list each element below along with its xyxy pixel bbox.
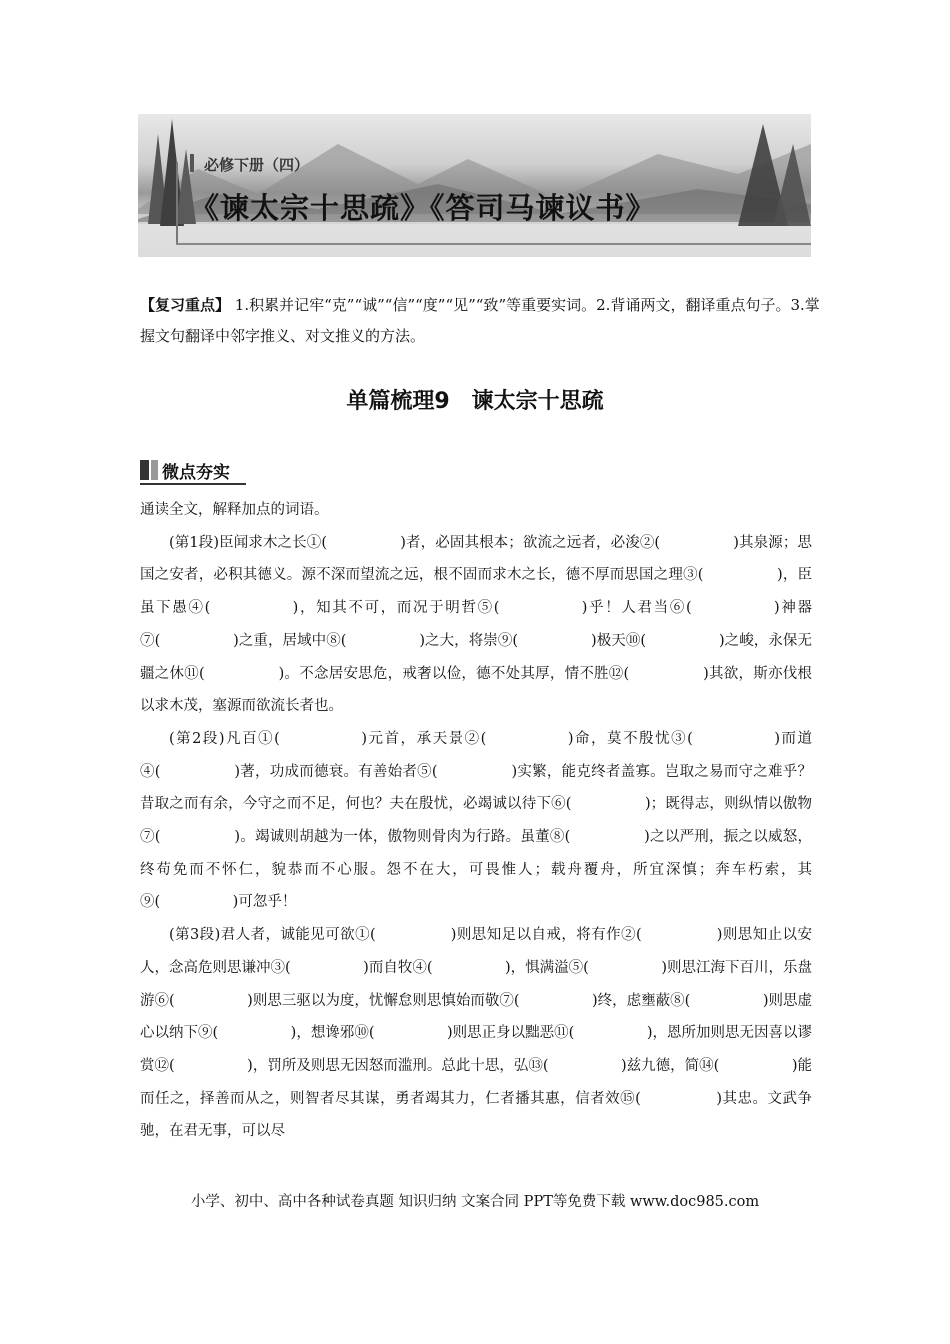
kicker-marker (190, 154, 194, 172)
paragraph-3: (第3段)君人者，诚能见可欲①( )则思知足以自戒，将有作②( )则思知止以安人，念高危则思谦冲③( )而自牧④( )，惧满溢⑤( )则思江海下百川，乐盘游⑥( )则思三驱以为度，忧懈怠则思慎始而敬⑦( )终，虑壅蔽⑧( )则思虚心以纳下⑨( )，想谗邪⑩( )则思正身以黜恶⑪( )，恩所加则思无因喜以谬赏⑫( )，罚所及则思无因怒而滥刑。总此十思，弘⑬( )兹九德，简⑭( )能而任之，择善而从之，则智者尽其谋，勇者竭其力，仁者播其惠，信者效⑮( )其忠。文武争驰，在君无事，可以尽 (140, 927, 812, 1140)
paragraph-1: (第1段)臣闻求木之长①( )者，必固其根本；欲流之远者，必浚②( )其泉源；思国之安者，必积其德义。源不深而望流之远，根不固而求木之长，德不厚而思国之理③( )，臣虽下愚④( )，知其不可，而况于明哲⑤( )乎！人君当⑥( )神器⑦( )之重，居域中⑧( )之大，将崇⑨( )极天⑩( )之峻，永保无疆之休⑪( )。不念居安思危，戒奢以俭，德不处其厚，情不胜⑫( )其欲，斯亦伐根以求木茂，塞源而欲流长者也。 (140, 534, 812, 715)
paragraph-2: (第2段)凡百①( )元首，承天景②( )命，莫不殷忧③( )而道④( )著，功成而德衰。有善始者⑤( )实繁，能克终者盖寡。岂取之易而守之难乎？昔取之而有余，今守之而不足，何也？夫在殷忧，必竭诚以待下⑥( )；既得志，则纵情以傲物⑦( )。竭诚则胡越为一体，傲物则骨肉为行路。虽董⑧( )之以严刑，振之以威怒，终苟免而不怀仁，貌恭而不心服。怨不在大，可畏惟人；载舟覆舟，所宜深慎；奔车朽索，其⑨( )可忽乎！ (140, 730, 812, 911)
review-label: 【复习重点】 (140, 296, 231, 314)
review-text: 1.积累并记牢“克”“诚”“信”“度”“见”“致”等重要实词。2.背诵两文，翻译重点句子。3.掌握文句翻译中邻字推义、对文推义的方法。 (140, 296, 820, 345)
volume-label: 必修下册（四） (204, 156, 310, 174)
exercise-body (140, 494, 812, 1148)
header-banner (138, 114, 811, 257)
review-focus (140, 290, 828, 352)
frame-vertical-line (176, 162, 178, 244)
frame-horizontal-line (176, 243, 811, 245)
instruction: 通读全文，解释加点的词语。 (140, 502, 329, 518)
heading-block-icon (140, 460, 149, 480)
banner-title: 《谏太宗十思疏》《答司马谏议书》 (190, 191, 656, 225)
sub-heading-text: 微点夯实 (162, 463, 230, 483)
heading-block-icon-secondary (151, 460, 158, 480)
sub-heading (140, 456, 246, 484)
section-title: 单篇梳理9 谏太宗十思疏 (346, 389, 604, 414)
footer-text: 小学、初中、高中各种试卷真题 知识归纳 文案合同 PPT等免费下载 www.doc985.com (190, 1194, 760, 1210)
sub-heading-underline (140, 483, 246, 485)
